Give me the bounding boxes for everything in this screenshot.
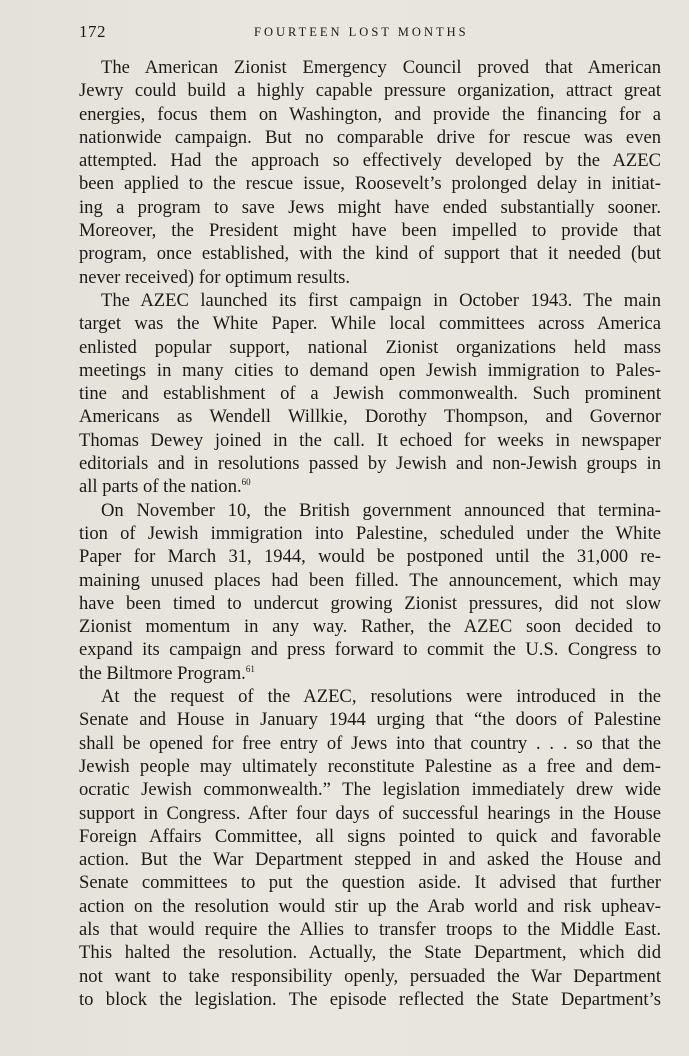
text-line	[79, 522, 661, 545]
text-line	[79, 638, 661, 661]
text-line-content: action. But the War Department stepped in and asked the House and	[79, 849, 661, 871]
text-line	[79, 615, 661, 638]
text-line-content: nationwide campaign. But no comparable drive for rescue was even	[79, 126, 661, 148]
text-line-content: the Biltmore Program.	[79, 662, 246, 684]
text-line-content: never received) for optimum results.	[79, 266, 351, 288]
text-line	[79, 475, 661, 498]
text-line	[79, 592, 661, 615]
text-line-content: maining unused places had been filled. The announcement, which may	[79, 569, 661, 591]
text-line	[79, 778, 661, 801]
page-number: 172	[79, 22, 106, 41]
paragraph	[79, 289, 661, 499]
text-line	[79, 382, 661, 405]
text-line	[79, 848, 661, 871]
text-line	[79, 56, 661, 79]
running-head	[79, 22, 661, 44]
text-line-content: been applied to the rescue issue, Roosevelt’s prolonged delay in initiat-	[79, 173, 661, 195]
text-line-content: enlisted popular support, national Zionist organizations held mass	[79, 336, 661, 358]
text-line-content: Americans as Wendell Willkie, Dorothy Thompson, and Governor	[79, 406, 661, 428]
text-line	[79, 103, 661, 126]
text-line	[79, 429, 661, 452]
text-line-content: shall be opened for free entry of Jews into that country . . . so that the	[79, 732, 661, 754]
text-line-content: Zionist momentum in any way. Rather, the AZEC soon decided to	[79, 616, 661, 638]
text-line-content: Jewry could build a highly capable pressure organization, attract great	[79, 80, 661, 102]
text-line	[79, 545, 661, 568]
text-line-content: target was the White Paper. While local committees across America	[79, 313, 661, 335]
text-line	[79, 149, 661, 172]
text-line-content: Foreign Affairs Committee, all signs pointed to quick and favorable	[79, 825, 661, 847]
text-line	[79, 405, 661, 428]
text-line	[79, 941, 661, 964]
text-line-content: program, once established, with the kind of support that it needed (but	[79, 243, 661, 265]
text-line-content: The American Zionist Emergency Council proved that American	[101, 57, 661, 78]
text-line-content: Senate committees to put the question aside. It advised that further	[79, 872, 661, 894]
text-line-content: This halted the resolution. Actually, the State Department, which did	[79, 942, 661, 964]
text-line-content: not want to take responsibility openly, persuaded the War Department	[79, 965, 661, 987]
text-line	[79, 708, 661, 731]
text-line	[79, 359, 661, 382]
paragraph	[79, 685, 661, 1011]
text-line	[79, 126, 661, 149]
text-line	[79, 196, 661, 219]
footnote-marker: 61	[245, 663, 255, 674]
text-line	[79, 871, 661, 894]
text-line-content: als that would require the Allies to transfer troops to the Middle East.	[79, 918, 661, 940]
text-line-content: meetings in many cities to demand open Jewish immigration to Pales-	[79, 359, 661, 381]
text-line-content: have been timed to undercut growing Zionist pressures, did not slow	[79, 592, 661, 614]
text-line	[79, 312, 661, 335]
text-line	[79, 569, 661, 592]
text-line-content: Moreover, the President might have been impelled to provide that	[79, 220, 661, 242]
text-line	[79, 79, 661, 102]
text-line-content: action on the resolution would stir up the Arab world and risk upheav-	[79, 895, 661, 917]
text-line	[79, 732, 661, 755]
paragraph	[79, 56, 661, 289]
text-line-content: Jewish people may ultimately reconstitute Palestine as a free and dem-	[79, 755, 661, 777]
text-line-content: At the request of the AZEC, resolutions were introduced in the	[101, 686, 661, 708]
text-line-content: expand its campaign and press forward to commit the U.S. Congress to	[79, 639, 661, 661]
footnote-marker: 60	[241, 477, 251, 488]
text-line	[79, 988, 661, 1011]
text-line-content: support in Congress. After four days of successful hearings in the House	[79, 802, 661, 824]
text-line	[79, 918, 661, 941]
text-line	[79, 685, 661, 708]
paragraph	[79, 499, 661, 685]
text-line-content: tine and establishment of a Jewish commonwealth. Such prominent	[79, 383, 661, 405]
text-line	[79, 289, 661, 312]
text-line	[79, 825, 661, 848]
text-line	[79, 895, 661, 918]
text-line	[79, 965, 661, 988]
text-line	[79, 499, 661, 522]
text-line-content: The AZEC launched its first campaign in October 1943. The main	[101, 289, 661, 311]
text-line	[79, 452, 661, 475]
text-line	[79, 802, 661, 825]
text-line-content: ing a program to save Jews might have ended substantially sooner.	[79, 196, 661, 218]
text-line	[79, 242, 661, 265]
body-text	[79, 56, 661, 1011]
text-line-content: all parts of the nation.	[79, 476, 242, 498]
text-line-content: energies, focus them on Washington, and provide the financing for a	[79, 103, 661, 125]
text-line-content: ocratic Jewish commonwealth.” The legislation immediately drew wide	[79, 779, 661, 801]
text-line	[79, 755, 661, 778]
text-line-content: attempted. Had the approach so effectively developed by the AZEC	[79, 150, 661, 172]
text-line	[79, 219, 661, 242]
text-line-content: to block the legislation. The episode reflected the State Department’s	[79, 988, 661, 1010]
text-line-content: tion of Jewish immigration into Palestine, scheduled under the White	[79, 522, 661, 544]
text-line-content: Senate and House in January 1944 urging that “the doors of Palestine	[79, 709, 661, 731]
text-line-content: editorials and in resolutions passed by Jewish and non-Jewish groups in	[79, 453, 661, 475]
running-title: FOURTEEN LOST MONTHS	[254, 25, 469, 39]
text-line	[79, 336, 661, 359]
text-line	[79, 172, 661, 195]
text-line-content: On November 10, the British government announced that termina-	[101, 499, 661, 521]
text-line-content: Thomas Dewey joined in the call. It echoed for weeks in newspaper	[79, 429, 661, 451]
text-line-content: Paper for March 31, 1944, would be postponed until the 31,000 re-	[79, 546, 661, 568]
text-line	[79, 662, 661, 685]
text-line	[79, 266, 661, 289]
